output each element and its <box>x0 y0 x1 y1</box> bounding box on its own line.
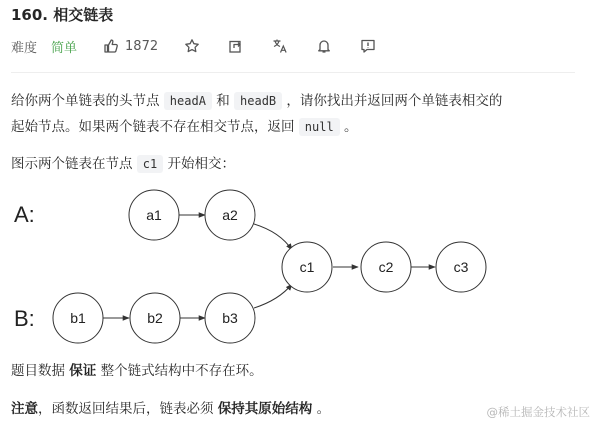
node-label-c1: c1 <box>299 259 315 275</box>
inline-code-null: null <box>299 118 340 136</box>
inline-code-heada: headA <box>164 92 212 110</box>
favorite-button[interactable] <box>182 36 202 56</box>
edge-b3-c1 <box>254 284 292 308</box>
text: ，请你找出并返回两个单链表相交的 <box>282 93 503 109</box>
inline-code-headb: headB <box>234 92 282 110</box>
bold-text: 保持其原始结构 <box>217 401 313 417</box>
thumbs-up-icon <box>103 38 119 54</box>
list-a-label: A: <box>14 202 35 227</box>
note-line-1 <box>11 358 263 384</box>
node-label-b2: b2 <box>147 310 163 326</box>
text: ，函数返回结果后，链表必须 <box>38 401 218 417</box>
like-count: 1872 <box>125 38 159 54</box>
share-button[interactable] <box>226 36 246 56</box>
bold-text: 注意 <box>11 401 38 417</box>
text: 图示两个链表在节点 <box>11 156 137 172</box>
description-line-1 <box>11 88 502 114</box>
text: 整个链式结构中不存在环。 <box>96 363 263 379</box>
bold-text: 保证 <box>69 363 97 379</box>
node-label-c2: c2 <box>378 259 394 275</box>
divider <box>11 72 575 73</box>
node-label-a1: a1 <box>146 207 162 223</box>
difficulty-label: 难度 <box>11 40 38 56</box>
text: 题目数据 <box>11 363 70 379</box>
text: 。 <box>312 401 331 417</box>
text: 给你两个单链表的头节点 <box>11 93 164 109</box>
problem-meta-bar <box>11 36 378 56</box>
description-line-3 <box>11 151 235 177</box>
description-line-2 <box>11 114 358 140</box>
feedback-button[interactable] <box>358 36 378 56</box>
feedback-icon <box>360 38 376 54</box>
translate-icon <box>272 38 288 54</box>
text: 。 <box>339 119 358 135</box>
watermark: @稀土掘金技术社区 <box>486 405 590 419</box>
node-label-b1: b1 <box>70 310 86 326</box>
list-b-label: B: <box>14 306 35 331</box>
bell-icon <box>316 38 332 54</box>
linked-list-diagram <box>0 180 600 352</box>
edge-a2-c1 <box>254 224 292 250</box>
translate-button[interactable] <box>270 36 290 56</box>
like-button[interactable] <box>103 38 158 54</box>
note-line-2 <box>11 396 330 422</box>
node-label-a2: a2 <box>222 207 238 223</box>
text: 起始节点。如果两个链表不存在相交节点，返回 <box>11 119 299 135</box>
node-label-b3: b3 <box>222 310 238 326</box>
text: 开始相交： <box>163 156 236 172</box>
inline-code-c1: c1 <box>137 155 163 173</box>
problem-title: 160. 相交链表 <box>11 6 114 24</box>
difficulty-badge: 简单 <box>51 40 78 56</box>
notification-button[interactable] <box>314 36 334 56</box>
star-icon <box>184 38 200 54</box>
share-icon <box>228 38 244 54</box>
text: 和 <box>211 93 235 109</box>
node-label-c3: c3 <box>453 259 469 275</box>
